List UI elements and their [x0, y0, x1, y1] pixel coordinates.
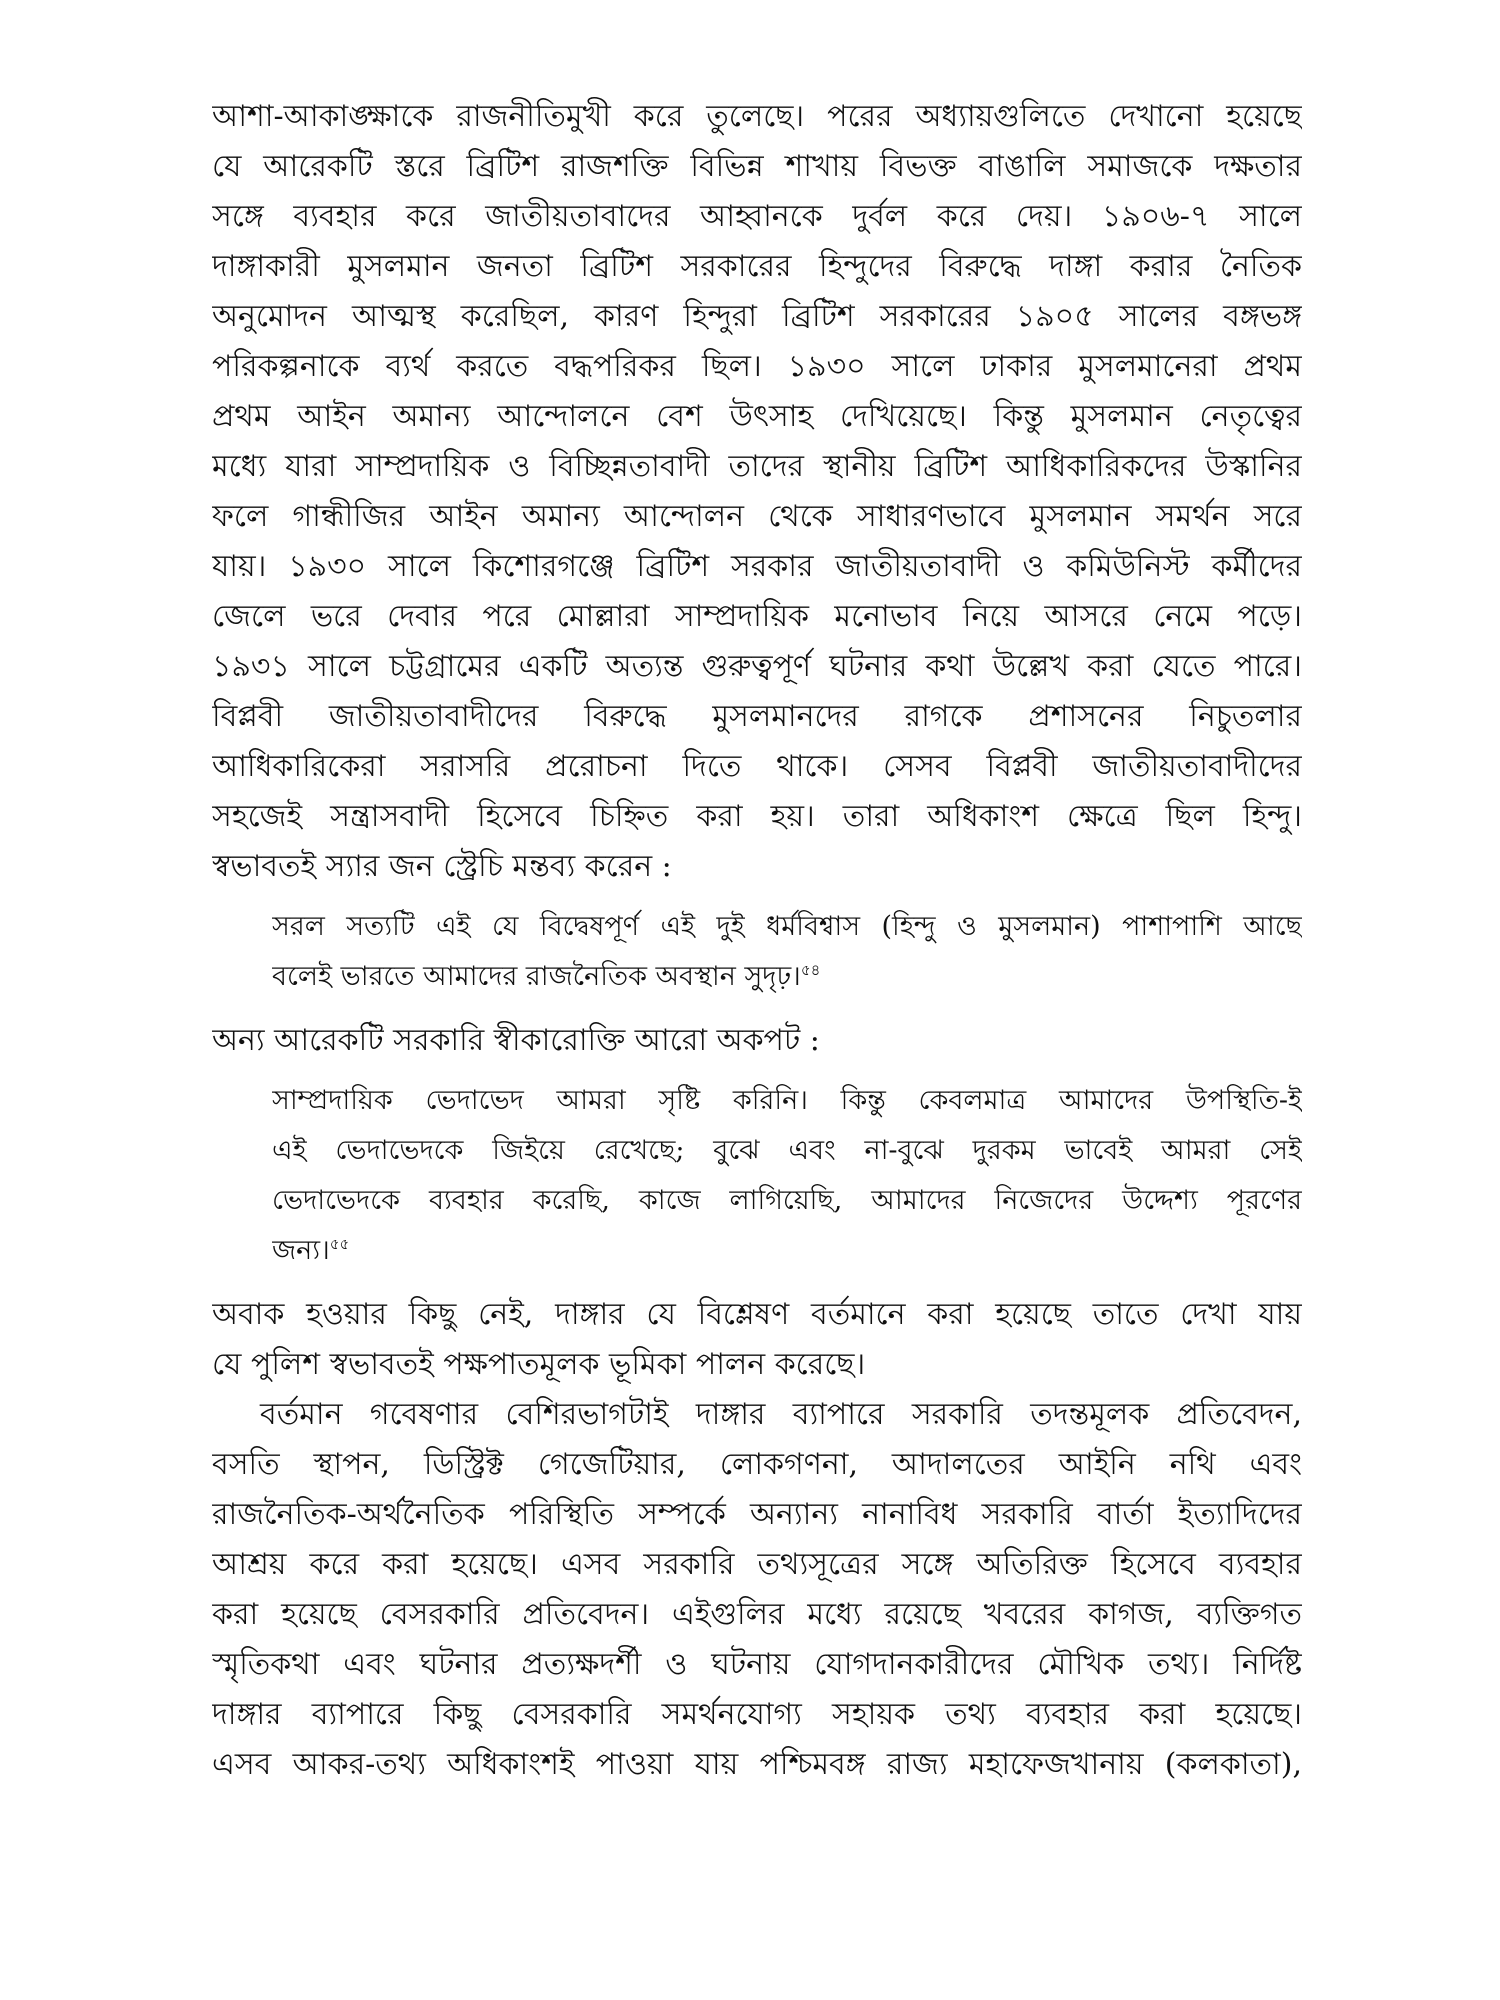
- paragraph-2: [212, 1290, 1302, 1390]
- text-line: যে পুলিশ স্বভাবতই পক্ষপাতমূলক ভূমিকা পালন করেছে।: [212, 1347, 866, 1382]
- block-quote-1: [212, 902, 1302, 1002]
- text-line: অবাক হওয়ার কিছু নেই, দাঙ্গার যে বিশ্লেষণ বর্তমানে করা হয়েছে তাতে দেখা যায়: [212, 1297, 1302, 1332]
- text-line: ফলে গান্ধীজির আইন অমান্য আন্দোলন থেকে সাধারণভাবে মুসলমান সমর্থন সরে: [212, 499, 1302, 534]
- text-line: মধ্যে যারা সাম্প্রদায়িক ও বিচ্ছিন্নতাবাদী তাদের স্থানীয় ব্রিটিশ আধিকারিকদের উস্কানির: [212, 449, 1302, 484]
- quote-line: ভেদাভেদকে ব্যবহার করেছি, কাজে লাগিয়েছি, আমাদের নিজেদের উদ্দেশ্য পূরণের: [272, 1185, 1302, 1216]
- text-line: সঙ্গে ব্যবহার করে জাতীয়তাবাদের আহ্বানকে দুর্বল করে দেয়। ১৯০৬-৭ সালে: [212, 199, 1302, 234]
- text-line: আশা-আকাঙ্ক্ষাকে রাজনীতিমুখী করে তুলেছে। পরের অধ্যায়গুলিতে দেখানো হয়েছে: [212, 99, 1302, 134]
- quote-text: বলেই ভারতে আমাদের রাজনৈতিক অবস্থান সুদৃঢ়।: [272, 961, 801, 992]
- quote-line: সাম্প্রদায়িক ভেদাভেদ আমরা সৃষ্টি করিনি। কিন্তু কেবলমাত্র আমাদের উপস্থিতি-ই: [272, 1085, 1302, 1116]
- text-line: যায়। ১৯৩০ সালে কিশোরগঞ্জে ব্রিটিশ সরকার জাতীয়তাবাদী ও কমিউনিস্ট কর্মীদের: [212, 549, 1302, 584]
- quote-intro: অন্য আরেকটি সরকারি স্বীকারোক্তি আরো অকপট :: [212, 1023, 820, 1058]
- text-line: আধিকারিকেরা সরাসরি প্ররোচনা দিতে থাকে। সেসব বিপ্লবী জাতীয়তাবাদীদের: [212, 749, 1302, 784]
- text-line: ১৯৩১ সালে চট্টগ্রামের একটি অত্যন্ত গুরুত্বপূর্ণ ঘটনার কথা উল্লেখ করা যেতে পারে।: [212, 649, 1302, 684]
- paragraph-3: [212, 1390, 1302, 1790]
- quote-line: সরল সত্যটি এই যে বিদ্বেষপূর্ণ এই দুই ধর্মবিশ্বাস (হিন্দু ও মুসলমান) পাশাপাশি আছে: [272, 911, 1302, 942]
- text-line: বসতি স্থাপন, ডিস্ট্রিক্ট গেজেটিয়ার, লোকগণনা, আদালতের আইনি নথি এবং: [212, 1447, 1302, 1482]
- text-line: অনুমোদন আত্মস্থ করেছিল, কারণ হিন্দুরা ব্রিটিশ সরকারের ১৯০৫ সালের বঙ্গভঙ্গ: [212, 299, 1302, 334]
- text-line: সহজেই সন্ত্রাসবাদী হিসেবে চিহ্নিত করা হয়। তারা অধিকাংশ ক্ষেত্রে ছিল হিন্দু।: [212, 799, 1302, 834]
- text-line: এসব আকর-তথ্য অধিকাংশই পাওয়া যায় পশ্চিমবঙ্গ রাজ্য মহাফেজখানায় (কলকাতা),: [212, 1747, 1302, 1782]
- quote-line: এই ভেদাভেদকে জিইয়ে রেখেছে; বুঝে এবং না-বুঝে দুরকম ভাবেই আমরা সেই: [272, 1135, 1302, 1166]
- text-line: স্বভাবতই স্যার জন স্ট্রেচি মন্তব্য করেন :: [212, 849, 672, 884]
- page-body: [212, 92, 1302, 1790]
- text-line: বর্তমান গবেষণার বেশিরভাগটাই দাঙ্গার ব্যাপারে সরকারি তদন্তমূলক প্রতিবেদন,: [260, 1397, 1302, 1432]
- paragraph-1: [212, 92, 1302, 892]
- block-quote-2: [212, 1076, 1302, 1276]
- text-line: প্রথম আইন অমান্য আন্দোলনে বেশ উৎসাহ দেখিয়েছে। কিন্তু মুসলমান নেতৃত্বের: [212, 399, 1302, 434]
- text-line: দাঙ্গার ব্যাপারে কিছু বেসরকারি সমর্থনযোগ্য সহায়ক তথ্য ব্যবহার করা হয়েছে।: [212, 1697, 1302, 1732]
- text-line: আশ্রয় করে করা হয়েছে। এসব সরকারি তথ্যসূত্রের সঙ্গে অতিরিক্ত হিসেবে ব্যবহার: [212, 1547, 1302, 1582]
- quote-line: [272, 1226, 1302, 1276]
- text-line: রাজনৈতিক-অর্থনৈতিক পরিস্থিতি সম্পর্কে অন্যান্য নানাবিধ সরকারি বার্তা ইত্যাদিদের: [212, 1497, 1302, 1532]
- text-line: স্মৃতিকথা এবং ঘটনার প্রত্যক্ষদর্শী ও ঘটনায় যোগদানকারীদের মৌখিক তথ্য। নির্দিষ্ট: [212, 1647, 1302, 1682]
- text-line: পরিকল্পনাকে ব্যর্থ করতে বদ্ধপরিকর ছিল। ১৯৩০ সালে ঢাকার মুসলমানেরা প্রথম: [212, 349, 1302, 384]
- text-line: করা হয়েছে বেসরকারি প্রতিবেদন। এইগুলির মধ্যে রয়েছে খবরের কাগজ, ব্যক্তিগত: [212, 1597, 1302, 1632]
- quote-line: [272, 952, 1302, 1002]
- text-line: যে আরেকটি স্তরে ব্রিটিশ রাজশক্তি বিভিন্ন শাখায় বিভক্ত বাঙালি সমাজকে দক্ষতার: [212, 149, 1302, 184]
- footnote-marker: ৫৫: [329, 1235, 350, 1253]
- text-line: বিপ্লবী জাতীয়তাবাদীদের বিরুদ্ধে মুসলমানদের রাগকে প্রশাসনের নিচুতলার: [212, 699, 1302, 734]
- quote-text: জন্য।: [272, 1235, 330, 1266]
- text-line: দাঙ্গাকারী মুসলমান জনতা ব্রিটিশ সরকারের হিন্দুদের বিরুদ্ধে দাঙ্গা করার নৈতিক: [212, 249, 1302, 284]
- footnote-marker: ৫৪: [800, 961, 821, 979]
- text-line: জেলে ভরে দেবার পরে মোল্লারা সাম্প্রদায়িক মনোভাব নিয়ে আসরে নেমে পড়ে।: [212, 599, 1302, 634]
